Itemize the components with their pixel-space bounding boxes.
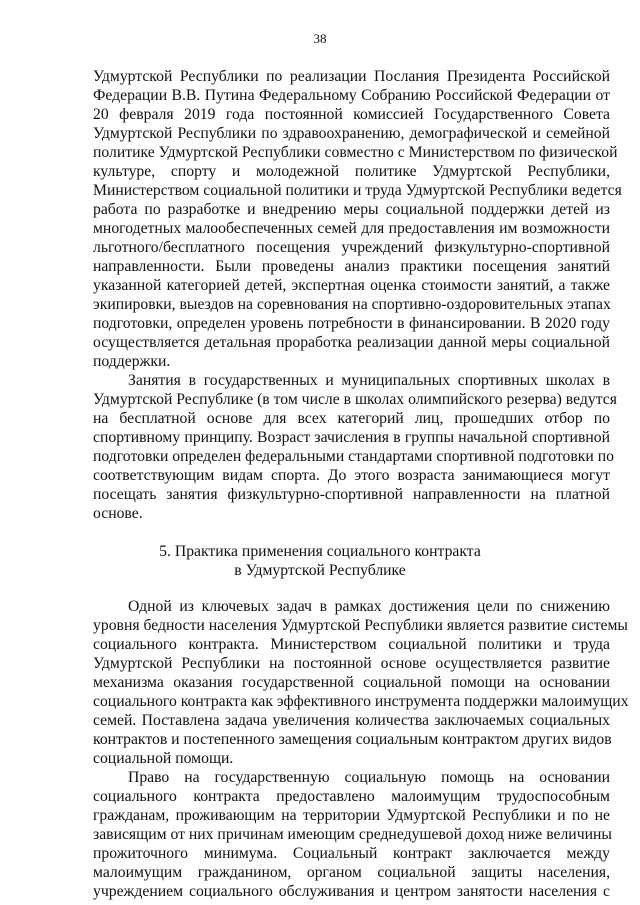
paragraph-line: контрактов и постепенного замещения социальным контрактом других видов: [93, 731, 612, 748]
paragraph-line: Удмуртской Республики по реализации Послания Президента Российской: [93, 68, 610, 85]
paragraph-line: многодетных малообеспеченных семей для предоставления им возможности: [93, 220, 610, 237]
paragraph-line: социального контракта предоставлено малоимущим трудоспособным: [93, 788, 610, 805]
paragraph-line: 20 февраля 2019 года постоянной комиссией Государственного Совета: [93, 106, 610, 123]
paragraph-line: Занятия в государственных и муниципальных спортивных школах в: [128, 372, 610, 389]
paragraph-line: Федерации В.В. Путина Федеральному Собранию Российской Федерации от: [93, 87, 610, 104]
paragraph-line: Удмуртской Республике (в том числе в школах олимпийского резерва) ведутся: [93, 391, 617, 408]
paragraph-line: механизма оказания государственной социальной помощи на основании: [93, 674, 610, 691]
paragraph-line: Министерством социальной политики и труда Удмуртской Республики ведется: [93, 182, 622, 199]
paragraph-line: Удмуртской Республики по здравоохранению, демографической и семейной: [93, 125, 610, 142]
page-number: 38: [313, 31, 327, 46]
paragraph-line: подготовки, определен уровень потребности в финансировании. В 2020 году: [93, 315, 610, 332]
paragraph-line: зависящим от них причинам имеющим среднедушевой доход ниже величины: [93, 826, 612, 843]
paragraph-line: осуществляется детальная проработка реализации данной меры социальной: [93, 334, 610, 351]
paragraph-line: соответствующим видам спорта. До этого возраста занимающиеся могут: [93, 467, 610, 484]
paragraph-line: Право на государственную социальную помощь на основании: [128, 769, 610, 786]
paragraph-line: поддержки.: [93, 353, 171, 370]
paragraph-line: подготовки определен федеральными стандартами спортивной подготовки по: [93, 448, 614, 465]
paragraph-line: семей. Поставлена задача увеличения количества заключаемых социальных: [93, 712, 610, 729]
paragraph-line: малоимущим гражданином, органом социальной защиты населения,: [93, 864, 610, 881]
paragraph-line: прожиточного минимума. Социальный контракт заключается между: [93, 845, 610, 862]
paragraph-line: уровня бедности населения Удмуртской Республики является развитие системы: [93, 617, 628, 634]
paragraph-line: указанной категорией детей, экспертная оценка стоимости занятий, а также: [93, 277, 610, 294]
paragraph-line: учреждением социального обслуживания и центром занятости населения с: [93, 883, 610, 900]
paragraph-line: экипировки, выездов на соревнования на спортивно-оздоровительных этапах: [93, 296, 611, 313]
paragraph-line: гражданам, проживающим на территории Удмуртской Республики и по не: [93, 807, 610, 824]
section-heading: в Удмуртской Республике: [234, 562, 406, 579]
paragraph-line: социального контракта. Министерством социальной политики и труда: [93, 636, 610, 653]
paragraph-line: посещать занятия физкультурно-спортивной направленности на платной: [93, 486, 610, 503]
section-heading: 5. Практика применения социального контракта: [159, 543, 481, 560]
paragraph-line: спортивному принципу. Возраст зачисления в группы начальной спортивной: [93, 429, 610, 446]
paragraph-line: работа по разработке и внедрению меры социальной поддержки детей из: [93, 201, 610, 218]
paragraph-line: Удмуртской Республики на постоянной основе осуществляется развитие: [93, 655, 610, 672]
paragraph-line: основе.: [93, 505, 143, 522]
paragraph-line: Одной из ключевых задач в рамках достижения цели по снижению: [128, 598, 610, 615]
paragraph-line: политике Удмуртской Республики совместно с Министерством по физической: [93, 144, 618, 161]
paragraph-line: культуре, спорту и молодежной политике Удмуртской Республики,: [93, 163, 610, 180]
paragraph-line: социальной помощи.: [93, 750, 234, 767]
paragraph-line: льготного/бесплатного посещения учреждений физкультурно-спортивной: [93, 239, 610, 256]
paragraph-line: на бесплатной основе для всех категорий лиц, прошедших отбор по: [93, 410, 610, 427]
paragraph-line: направленности. Были проведены анализ практики посещения занятий: [93, 258, 610, 275]
paragraph-line: социального контракта как эффективного инструмента поддержки малоимущих: [93, 693, 629, 710]
